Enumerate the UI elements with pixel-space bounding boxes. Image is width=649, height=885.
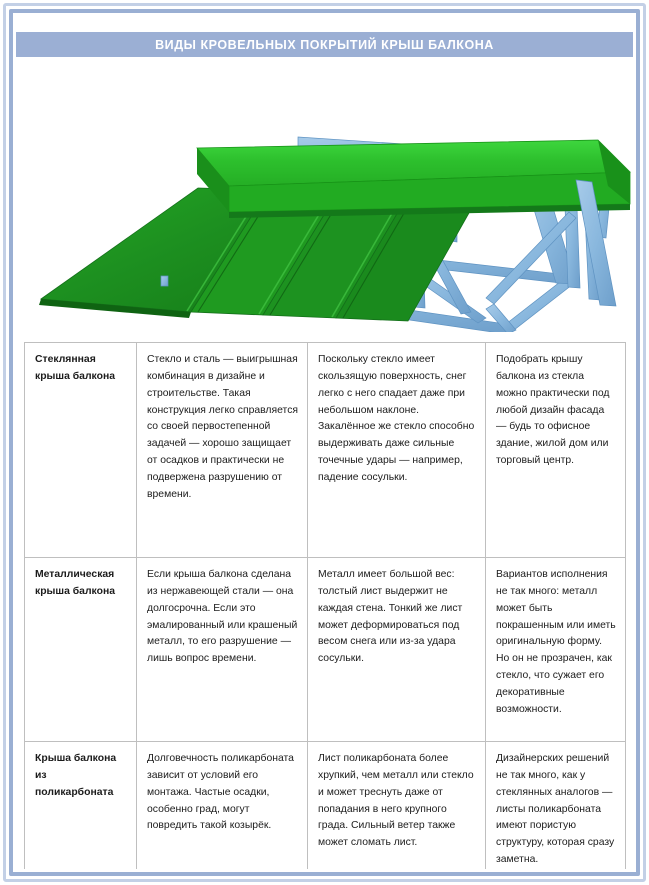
row-cell-properties: Поскольку стекло имеет скользящую поверхность, снег легко с него спадает даже при небольшом наклоне. Закалённое же стекло способно выдерживать даже сильные точечные удары — например, падение сосульки. [308, 343, 486, 558]
roofing-types-table-wrapper [24, 342, 625, 869]
page-content [16, 16, 633, 869]
roofing-types-table [24, 342, 626, 869]
balcony-roof-illustration [16, 62, 633, 332]
table-row [25, 343, 626, 558]
row-cell-properties: Металл имеет большой вес: толстый лист выдержит не каждая стена. Тонкий же лист может деформироваться под весом снега или из-за удара сосульки. [308, 558, 486, 742]
row-cell-properties: Лист поликарбоната более хрупкий, чем металл или стекло и может треснуть даже от попадания в него крупного града. Сильный ветер также может сломать лист. [308, 742, 486, 870]
row-cell-design: Дизайнерских решений не так много, как у стеклянных аналогов — листы поликарбоната имеют пористую структуру, которая сразу заметна. [486, 742, 626, 870]
row-category: Металлическая крыша балкона [25, 558, 137, 742]
table-row [25, 742, 626, 870]
page-title: ВИДЫ КРОВЕЛЬНЫХ ПОКРЫТИЙ КРЫШ БАЛКОНА [155, 37, 494, 52]
balcony-roof-3d-svg [16, 62, 633, 332]
row-category: Стеклянная крыша балкона [25, 343, 137, 558]
row-cell-description: Стекло и сталь — выигрышная комбинация в дизайне и строительстве. Такая конструкция легко справляется со своей первостепенной задачей — хорошо защищает от осадков и практически не подвержена разрушению от времени. [137, 343, 308, 558]
row-cell-description: Если крыша балкона сделана из нержавеющей стали — она долгосрочна. Если это эмалированный или крашеный металл, то его разрушение — лишь вопрос времени. [137, 558, 308, 742]
row-cell-description: Долговечность поликарбоната зависит от условий его монтажа. Частые осадки, особенно град, могут повредить такой козырёк. [137, 742, 308, 870]
roof-ridge-slab [197, 140, 630, 218]
row-cell-design: Подобрать крышу балкона из стекла можно практически под любой дизайн фасада — будь то офисное здание, жилой дом или торговый центр. [486, 343, 626, 558]
row-category: Крыша балкона из поликарбоната [25, 742, 137, 870]
row-cell-design: Вариантов исполнения не так много: металл может быть покрашенным или иметь оригинальную форму. Но он не прозрачен, как стекло, что сужает его декоративные возможности. [486, 558, 626, 742]
table-row [25, 558, 626, 742]
page-title-banner [16, 32, 633, 57]
